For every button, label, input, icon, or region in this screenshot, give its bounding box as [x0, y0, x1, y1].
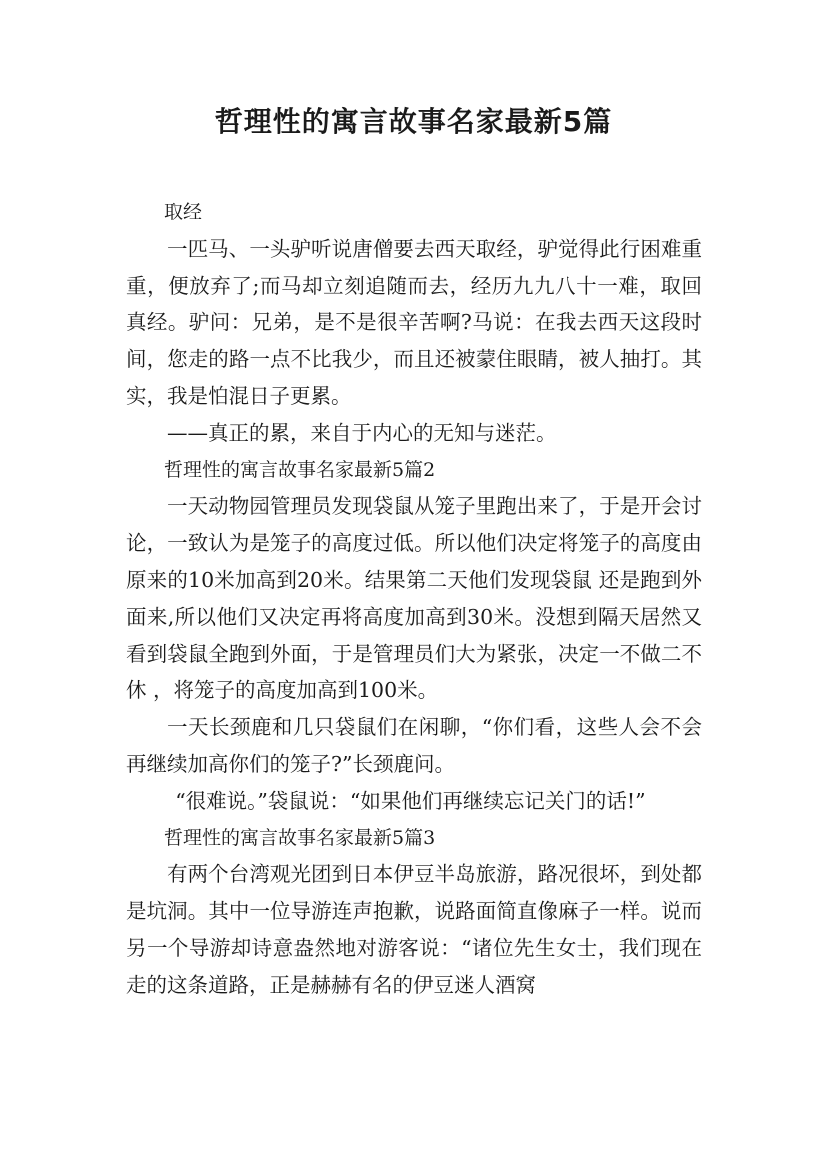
- paragraph: 一匹马、一头驴听说唐僧要去西天取经，驴觉得此行困难重重，便放弃了;而马却立刻追随而去，经历九九八十一难，取回真经。驴问：兄弟，是不是很辛苦啊?马说：在我去西天这段时间，您走的路一点不比我少，而且还被蒙住眼睛，被人抽打。其实，我是怕混日子更累。: [126, 236, 702, 408]
- document-body: [126, 194, 702, 1004]
- paragraph: 一天动物园管理员发现袋鼠从笼子里跑出来了，于是开会讨论，一致认为是笼子的高度过低。所以他们决定将笼子的高度由原来的10米加高到20米。结果第二天他们发现袋鼠 还是跑到外面来,所以他们又决定再将高度加高到30米。没想到隔天居然又看到袋鼠全跑到外面，于是管理员们大为紧张，决定一不做二不休 ，将笼子的高度加高到100米。: [126, 494, 702, 703]
- paragraph: 一天长颈鹿和几只袋鼠们在闲聊，“你们看，这些人会不会再继续加高你们的笼子?”长颈鹿问。: [126, 715, 702, 776]
- paragraph: ——真正的累，来自于内心的无知与迷茫。: [167, 420, 557, 445]
- document-title: 哲理性的寓言故事名家最新5篇: [214, 105, 613, 138]
- paragraph-heading: 取经: [164, 201, 203, 223]
- paragraph-quote: “很难说。”袋鼠说：“如果他们再继续忘记关门的话!”: [175, 788, 646, 813]
- paragraph: 有两个台湾观光团到日本伊豆半岛旅游，路况很坏，到处都是坑洞。其中一位导游连声抱歉，说路面简直像麻子一样。说而另一个导游却诗意盎然地对游客说：“诸位先生女士，我们现在走的这条道路，正是赫赫有名的伊豆迷人酒窝: [126, 862, 702, 997]
- paragraph-heading: 哲理性的寓言故事名家最新5篇3: [164, 826, 436, 849]
- paragraph-heading: 哲理性的寓言故事名家最新5篇2: [164, 458, 436, 481]
